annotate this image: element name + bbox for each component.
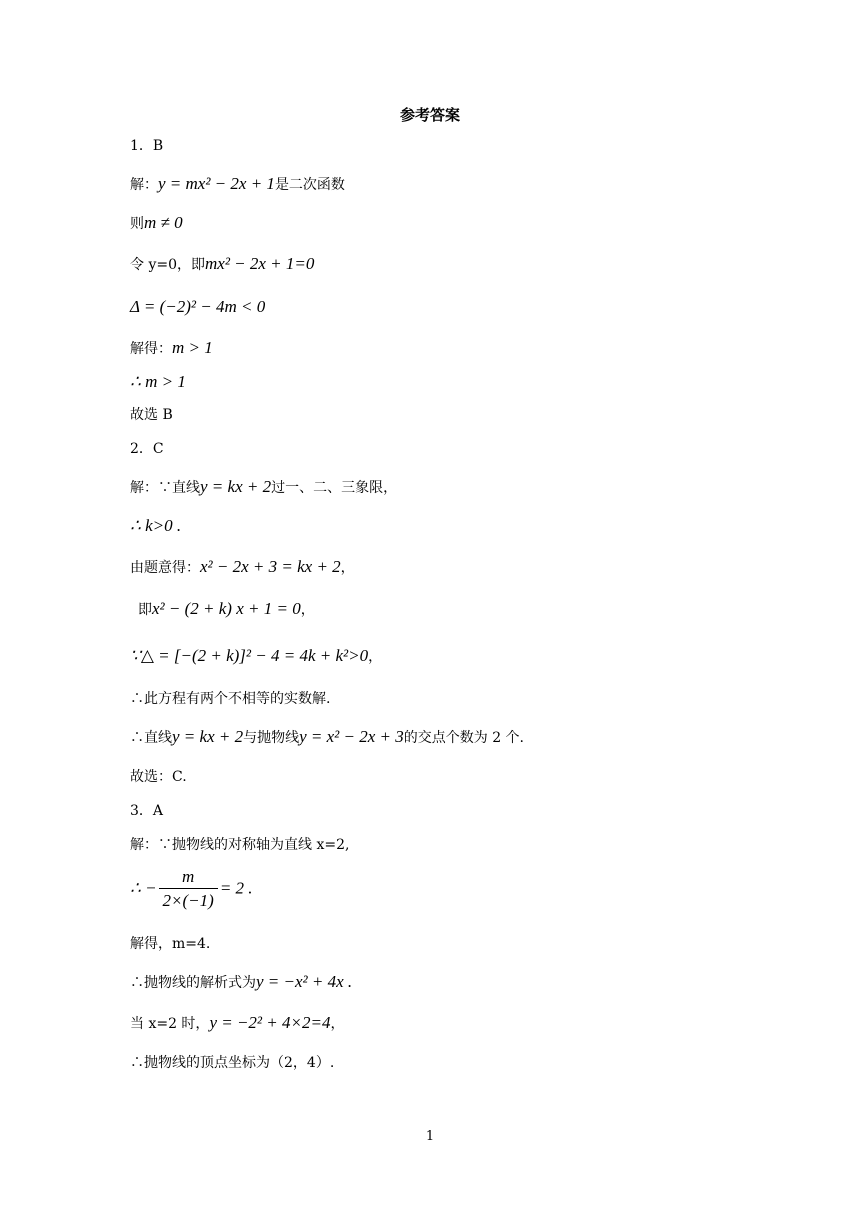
q1-line-1-expr: y = mx² − 2x + 1 [158, 174, 275, 193]
q2-line-1-suffix: 过一、二、三象限， [271, 480, 398, 496]
q2-line-3-prefix: 由题意得： [130, 560, 200, 576]
q2-line-7 [130, 726, 524, 749]
q2-line-3-expr: x² − 2x + 3 = kx + 2 [200, 557, 341, 576]
q2-line-7-expr-2: y = x² − 2x + 3 [299, 727, 404, 746]
q1-line-4-expr: Δ = (−2)² − 4m < 0 [130, 297, 266, 316]
q3-line-5-expr: y = −2² + 4×2=4 [209, 1013, 331, 1032]
q2-line-4-prefix: 即 [138, 602, 152, 618]
q2-line-5 [130, 645, 382, 668]
q1-line-5 [130, 337, 213, 360]
q3-line-6: ∴抛物线的顶点坐标为（2，4）. [130, 1055, 335, 1071]
q2-line-6: ∴此方程有两个不相等的实数解. [130, 691, 331, 707]
q1-line-5-prefix: 解得： [130, 341, 172, 357]
q1-line-3 [130, 253, 314, 276]
q1-line-1 [130, 173, 345, 196]
q1-line-3-prefix: 令 y=0，即 [130, 257, 205, 273]
q2-line-7-suffix: 的交点个数为 2 个. [403, 730, 525, 746]
q2-line-3-suffix: ， [340, 560, 355, 576]
q3-line-4-prefix: ∴抛物线的解析式为 [130, 975, 256, 991]
q1-line-6-expr: ∴ m > 1 [130, 372, 186, 391]
q3-line-5-prefix: 当 x=2 时， [130, 1016, 210, 1032]
q2-answer: 2．C [130, 441, 164, 457]
q3-line-2 [130, 866, 253, 913]
q2-line-7-mid: 与抛物线 [243, 730, 300, 746]
q1-line-2-prefix: 则 [130, 216, 144, 232]
q3-line-2-lead: ∴ − [130, 878, 157, 898]
q2-line-4 [138, 598, 315, 621]
fraction-numerator: m [159, 866, 218, 889]
q2-line-5-expr: ∵△ = [−(2 + k)]² − 4 = 4k + k²>0 [130, 646, 369, 665]
fraction-denominator: 2×(−1) [162, 891, 214, 910]
fraction [159, 866, 218, 913]
q3-line-1: 解：∵抛物线的对称轴为直线 x=2, [130, 837, 350, 853]
q3-line-3: 解得，m=4. [130, 936, 211, 952]
q3-line-5 [130, 1012, 344, 1035]
q1-answer: 1．B [130, 138, 164, 154]
q1-line-7: 故选 B [130, 407, 173, 423]
q1-line-2-expr: m ≠ 0 [144, 213, 183, 232]
q3-line-4-expr: y = −x² + 4x . [256, 972, 353, 991]
q1-line-1-prefix: 解： [130, 177, 158, 193]
q3-answer: 3．A [130, 803, 164, 819]
q2-line-3 [130, 556, 355, 579]
q1-line-4 [130, 296, 265, 319]
q2-line-4-suffix: ， [300, 602, 315, 618]
q2-line-4-expr: x² − (2 + k) x + 1 = 0 [152, 599, 301, 618]
q2-line-8: 故选：C. [130, 769, 187, 785]
q1-line-6 [130, 371, 186, 394]
q1-line-2 [130, 212, 183, 235]
page-title: 参考答案 [399, 106, 460, 124]
q2-line-2-expr: ∴ k>0 . [130, 516, 182, 535]
q2-line-1-expr: y = kx + 2 [200, 477, 272, 496]
q3-line-2-tail: = 2 . [219, 878, 253, 898]
q2-line-1 [130, 476, 397, 499]
q1-line-5-expr: m > 1 [172, 338, 213, 357]
q2-line-5-suffix: ， [368, 649, 383, 665]
q2-line-7-prefix: ∴直线 [130, 730, 172, 746]
q1-line-1-suffix: 是二次函数 [274, 177, 345, 193]
q2-line-7-expr-1: y = kx + 2 [172, 727, 244, 746]
q3-line-4 [130, 971, 352, 994]
q2-line-2 [130, 515, 181, 538]
page-number: 1 [425, 1129, 435, 1144]
q2-line-1-prefix: 解：∵直线 [130, 480, 200, 496]
q3-line-5-suffix: ， [330, 1016, 345, 1032]
q1-line-3-expr: mx² − 2x + 1=0 [205, 254, 315, 273]
